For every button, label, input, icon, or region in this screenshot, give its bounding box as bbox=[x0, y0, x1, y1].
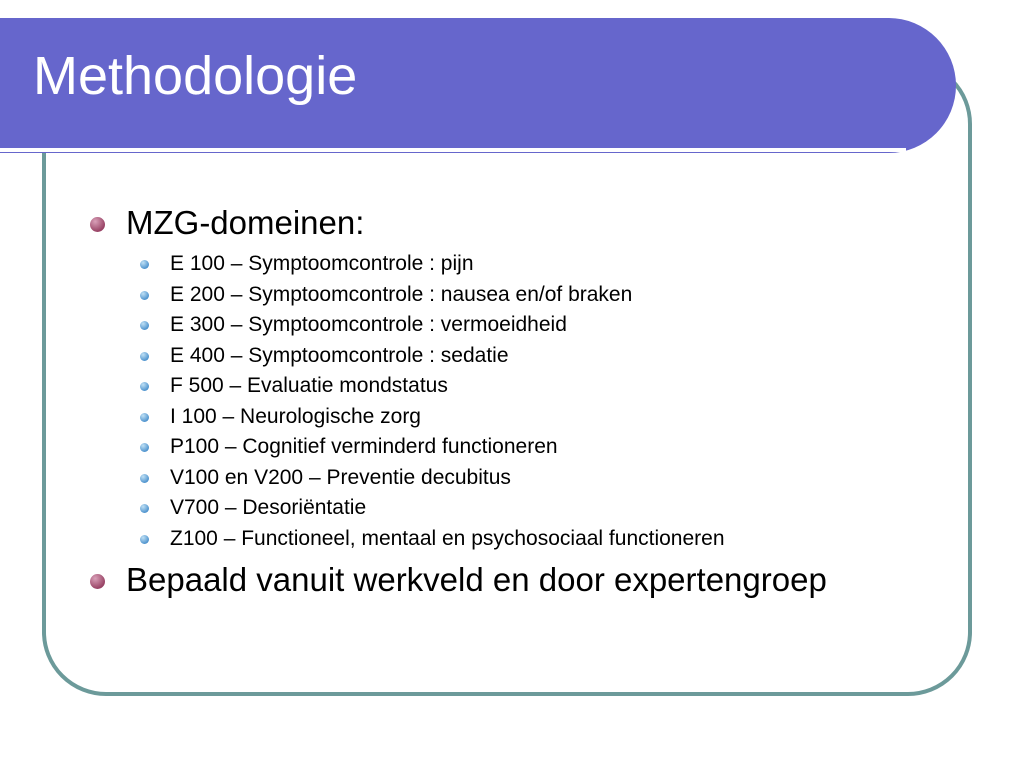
sub-bullet-item bbox=[170, 402, 1024, 433]
sub-bullet-text: V700 – Desoriëntatie bbox=[170, 496, 367, 519]
sub-bullet-item bbox=[170, 280, 1024, 311]
sub-bullet-item bbox=[170, 463, 1024, 494]
sub-bullet-dot-icon bbox=[140, 291, 149, 300]
sub-bullet-text: E 100 – Symptoomcontrole : pijn bbox=[170, 252, 474, 275]
sub-bullet-item bbox=[170, 524, 1024, 555]
sub-bullet-text: E 300 – Symptoomcontrole : vermoeidheid bbox=[170, 313, 567, 336]
sub-bullet-item bbox=[170, 493, 1024, 524]
sub-bullet-text: Z100 – Functioneel, mentaal en psychosociaal functioneren bbox=[170, 526, 725, 550]
bullet-text: Bepaald vanuit werkveld en door expertengroep bbox=[126, 561, 827, 598]
sub-bullet-dot-icon bbox=[140, 260, 149, 269]
slide-content bbox=[90, 203, 1024, 600]
sub-bullet-dot-icon bbox=[140, 443, 149, 452]
bullet-bepaald bbox=[90, 560, 1024, 600]
sub-bullet-text: V100 en V200 – Preventie decubitus bbox=[170, 465, 511, 489]
bullet-mzg-domeinen bbox=[90, 203, 1024, 243]
sub-bullet-text: E 200 – Symptoomcontrole : nausea en/of braken bbox=[170, 282, 633, 306]
sub-bullet-list bbox=[90, 249, 1024, 554]
sub-bullet-item bbox=[170, 371, 1024, 402]
sub-bullet-dot-icon bbox=[140, 474, 149, 483]
bullet-dot-icon bbox=[90, 217, 105, 232]
sub-bullet-dot-icon bbox=[140, 352, 149, 361]
sub-bullet-item bbox=[170, 341, 1024, 372]
slide-title: Methodologie bbox=[33, 46, 358, 106]
sub-bullet-dot-icon bbox=[140, 321, 149, 330]
sub-bullet-dot-icon bbox=[140, 382, 149, 391]
sub-bullet-item bbox=[170, 310, 1024, 341]
sub-bullet-dot-icon bbox=[140, 413, 149, 422]
bullet-text: MZG-domeinen: bbox=[126, 204, 365, 241]
sub-bullet-text: F 500 – Evaluatie mondstatus bbox=[170, 374, 448, 397]
sub-bullet-text: I 100 – Neurologische zorg bbox=[170, 404, 421, 428]
bullet-dot-icon bbox=[90, 574, 105, 589]
sub-bullet-dot-icon bbox=[140, 504, 149, 513]
sub-bullet-dot-icon bbox=[140, 535, 149, 544]
sub-bullet-item bbox=[170, 249, 1024, 280]
title-underline bbox=[0, 148, 906, 152]
sub-bullet-text: E 400 – Symptoomcontrole : sedatie bbox=[170, 343, 509, 367]
sub-bullet-text: P100 – Cognitief verminderd functioneren bbox=[170, 435, 558, 458]
sub-bullet-item bbox=[170, 432, 1024, 463]
